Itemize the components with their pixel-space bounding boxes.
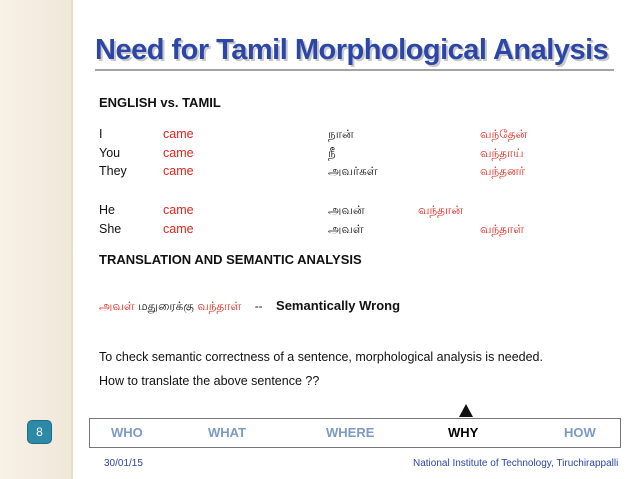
left-decor-band — [0, 0, 73, 479]
question-text: How to translate the above sentence ?? — [99, 374, 320, 388]
left-band-edge — [71, 0, 73, 479]
tamil-verb-cell: வந்தான் — [418, 203, 463, 217]
example-word-2: மதுரைக்கு — [138, 299, 194, 313]
tamil-pronoun-cell: அவர்கள் — [328, 164, 378, 178]
example-word-3: வந்தாள் — [197, 299, 242, 313]
tamil-pronoun-cell: அவள் — [328, 222, 364, 236]
nav-item-where[interactable]: WHERE — [326, 425, 375, 440]
verb-cell: came — [163, 164, 194, 178]
tamil-verb-cell: வந்தேன் — [480, 127, 528, 141]
tamil-pronoun-cell: நான் — [328, 127, 354, 141]
section-heading-english-vs-tamil: ENGLISH vs. TAMIL — [99, 95, 221, 110]
title-divider — [95, 69, 614, 71]
pronoun-cell: You — [99, 146, 121, 160]
question-nav-bar — [89, 418, 621, 448]
verb-cell: came — [163, 203, 194, 217]
pronoun-cell: She — [99, 222, 122, 236]
verb-cell: came — [163, 146, 194, 160]
example-sentence — [99, 298, 400, 315]
example-separator: -- — [254, 299, 263, 313]
pronoun-cell: I — [99, 127, 103, 141]
pronoun-cell: They — [99, 164, 127, 178]
pronoun-cell: He — [99, 203, 115, 217]
nav-item-why[interactable]: WHY — [448, 425, 479, 440]
tamil-verb-cell: வந்தாய் — [480, 146, 524, 160]
explanation-text: To check semantic correctness of a sentence, morphological analysis is needed. — [99, 350, 543, 364]
tamil-pronoun-cell: அவன் — [328, 203, 365, 217]
slide-number-badge: 8 — [27, 420, 52, 444]
tamil-verb-cell: வந்தனர் — [480, 164, 525, 178]
footer-date: 30/01/15 — [104, 458, 143, 469]
slide-title: Need for Tamil Morphological Analysis — [95, 34, 609, 66]
tamil-pronoun-cell: நீ — [328, 146, 336, 160]
example-word-1: அவள் — [99, 299, 135, 313]
tamil-verb-cell: வந்தாள் — [480, 222, 525, 236]
verb-cell: came — [163, 222, 194, 236]
section-heading-translation: TRANSLATION AND SEMANTIC ANALYSIS — [99, 252, 362, 267]
semantic-verdict: Semantically Wrong — [276, 298, 401, 313]
nav-item-how[interactable]: HOW — [564, 425, 596, 440]
active-step-arrow-icon — [459, 404, 473, 417]
nav-item-who[interactable]: WHO — [111, 425, 143, 440]
footer-institute: National Institute of Technology, Tiruchirappalli — [413, 458, 619, 469]
verb-cell: came — [163, 127, 194, 141]
nav-item-what[interactable]: WHAT — [208, 425, 247, 440]
